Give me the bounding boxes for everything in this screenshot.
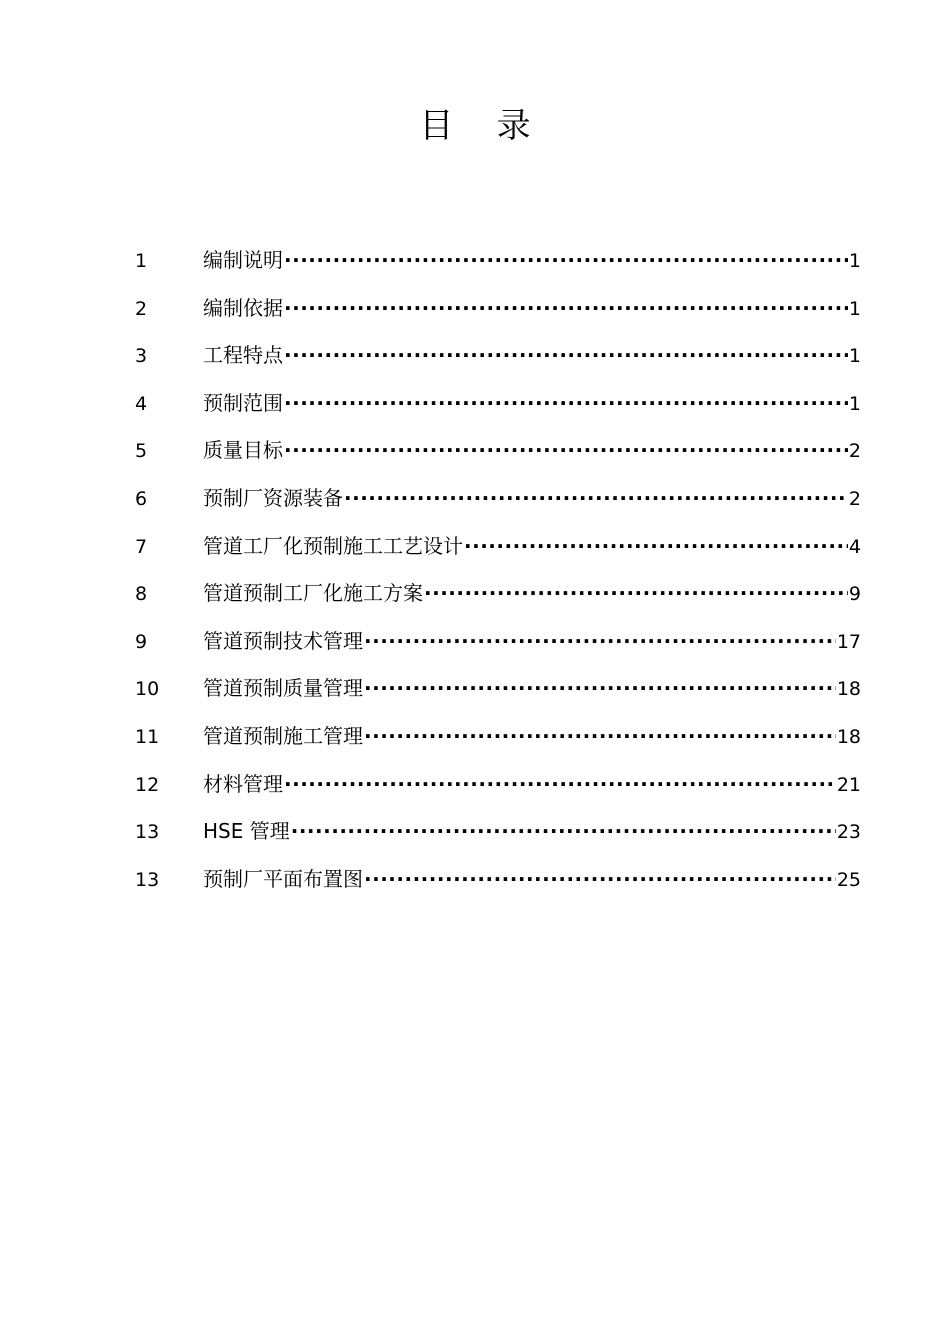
toc-entry-number: 8	[135, 583, 148, 606]
toc-entry-page: 18	[836, 678, 861, 701]
toc-dot-leader	[424, 570, 848, 618]
toc-entry-page: 9	[848, 583, 861, 606]
toc-entry-title: 材料管理	[203, 771, 283, 796]
toc-entry-page: 1	[848, 250, 861, 272]
toc-entry[interactable]	[135, 856, 861, 904]
toc-entry-title: 质量目标	[203, 438, 283, 463]
toc-dot-leader	[284, 761, 836, 809]
toc-entry-title: 管道预制施工管理	[203, 723, 363, 748]
toc-dot-leader	[364, 713, 836, 761]
toc-entry[interactable]	[135, 761, 861, 809]
toc-entry-page: 21	[836, 773, 861, 796]
toc-entry-page: 1	[848, 297, 861, 320]
toc-entry[interactable]	[135, 665, 861, 713]
toc-entry-number: 6	[135, 487, 148, 510]
toc-entry-number: 9	[135, 630, 148, 653]
toc-entry[interactable]	[135, 523, 861, 571]
toc-title: 目 录	[419, 106, 531, 146]
toc-entry-number: 4	[135, 392, 148, 415]
toc-entry[interactable]	[135, 475, 861, 523]
toc-entry[interactable]	[135, 285, 861, 333]
toc-entry-number: 5	[135, 440, 148, 463]
toc-dot-leader	[364, 618, 836, 666]
toc-entry-title: 管道预制质量管理	[203, 676, 363, 701]
toc-entry-number: 11	[135, 725, 160, 748]
toc-entry[interactable]	[135, 380, 861, 428]
toc-entry-title: 编制说明	[203, 248, 283, 272]
toc-dot-leader	[284, 237, 848, 285]
toc-entry-page: 23	[836, 821, 861, 844]
toc-entry[interactable]	[135, 427, 861, 475]
toc-entry-page: 25	[836, 868, 861, 891]
toc-dot-leader	[364, 856, 836, 904]
toc-entry-title: 预制厂资源装备	[203, 485, 343, 510]
toc-entry[interactable]	[135, 570, 861, 618]
toc-entry-number: 13	[135, 821, 160, 844]
toc-entry-title: 管道工厂化预制施工工艺设计	[203, 533, 463, 558]
toc-entry-number: 2	[135, 297, 148, 320]
toc-entry-page: 17	[836, 630, 861, 653]
toc-dot-leader	[284, 332, 848, 380]
toc-entry-title: 编制依据	[203, 295, 283, 320]
toc-dot-leader	[284, 380, 848, 428]
toc-entry[interactable]	[135, 332, 861, 380]
toc-entry[interactable]	[135, 808, 861, 856]
toc-entry-number: 12	[135, 773, 160, 796]
toc-entry-number: 1	[135, 250, 148, 272]
toc-entry-title: HSE 管理	[203, 819, 290, 844]
toc-entry-page: 4	[848, 535, 861, 558]
toc-entry-number: 13	[135, 868, 160, 891]
toc-entry-page: 1	[848, 392, 861, 415]
toc-entry-title: 管道预制工厂化施工方案	[203, 581, 423, 606]
toc-entry-number: 3	[135, 345, 148, 368]
toc-entry[interactable]	[135, 713, 861, 761]
table-of-contents	[135, 237, 861, 903]
toc-entry-title: 预制厂平面布置图	[203, 866, 363, 891]
toc-entry-title: 预制范围	[203, 390, 283, 415]
toc-dot-leader	[284, 285, 848, 333]
toc-entry-title: 工程特点	[203, 343, 283, 368]
toc-entry[interactable]	[135, 618, 861, 666]
toc-entry-number: 7	[135, 535, 148, 558]
toc-dot-leader	[464, 523, 848, 571]
toc-entry-page: 2	[848, 487, 861, 510]
toc-entry-number: 10	[135, 678, 160, 701]
toc-entry-page: 1	[848, 345, 861, 368]
toc-dot-leader	[344, 475, 848, 523]
toc-entry-title: 管道预制技术管理	[203, 628, 363, 653]
toc-dot-leader	[291, 808, 836, 856]
toc-entry[interactable]	[135, 237, 861, 285]
toc-dot-leader	[284, 427, 848, 475]
toc-entry-page: 2	[848, 440, 861, 463]
toc-entry-page: 18	[836, 725, 861, 748]
toc-dot-leader	[364, 665, 836, 713]
